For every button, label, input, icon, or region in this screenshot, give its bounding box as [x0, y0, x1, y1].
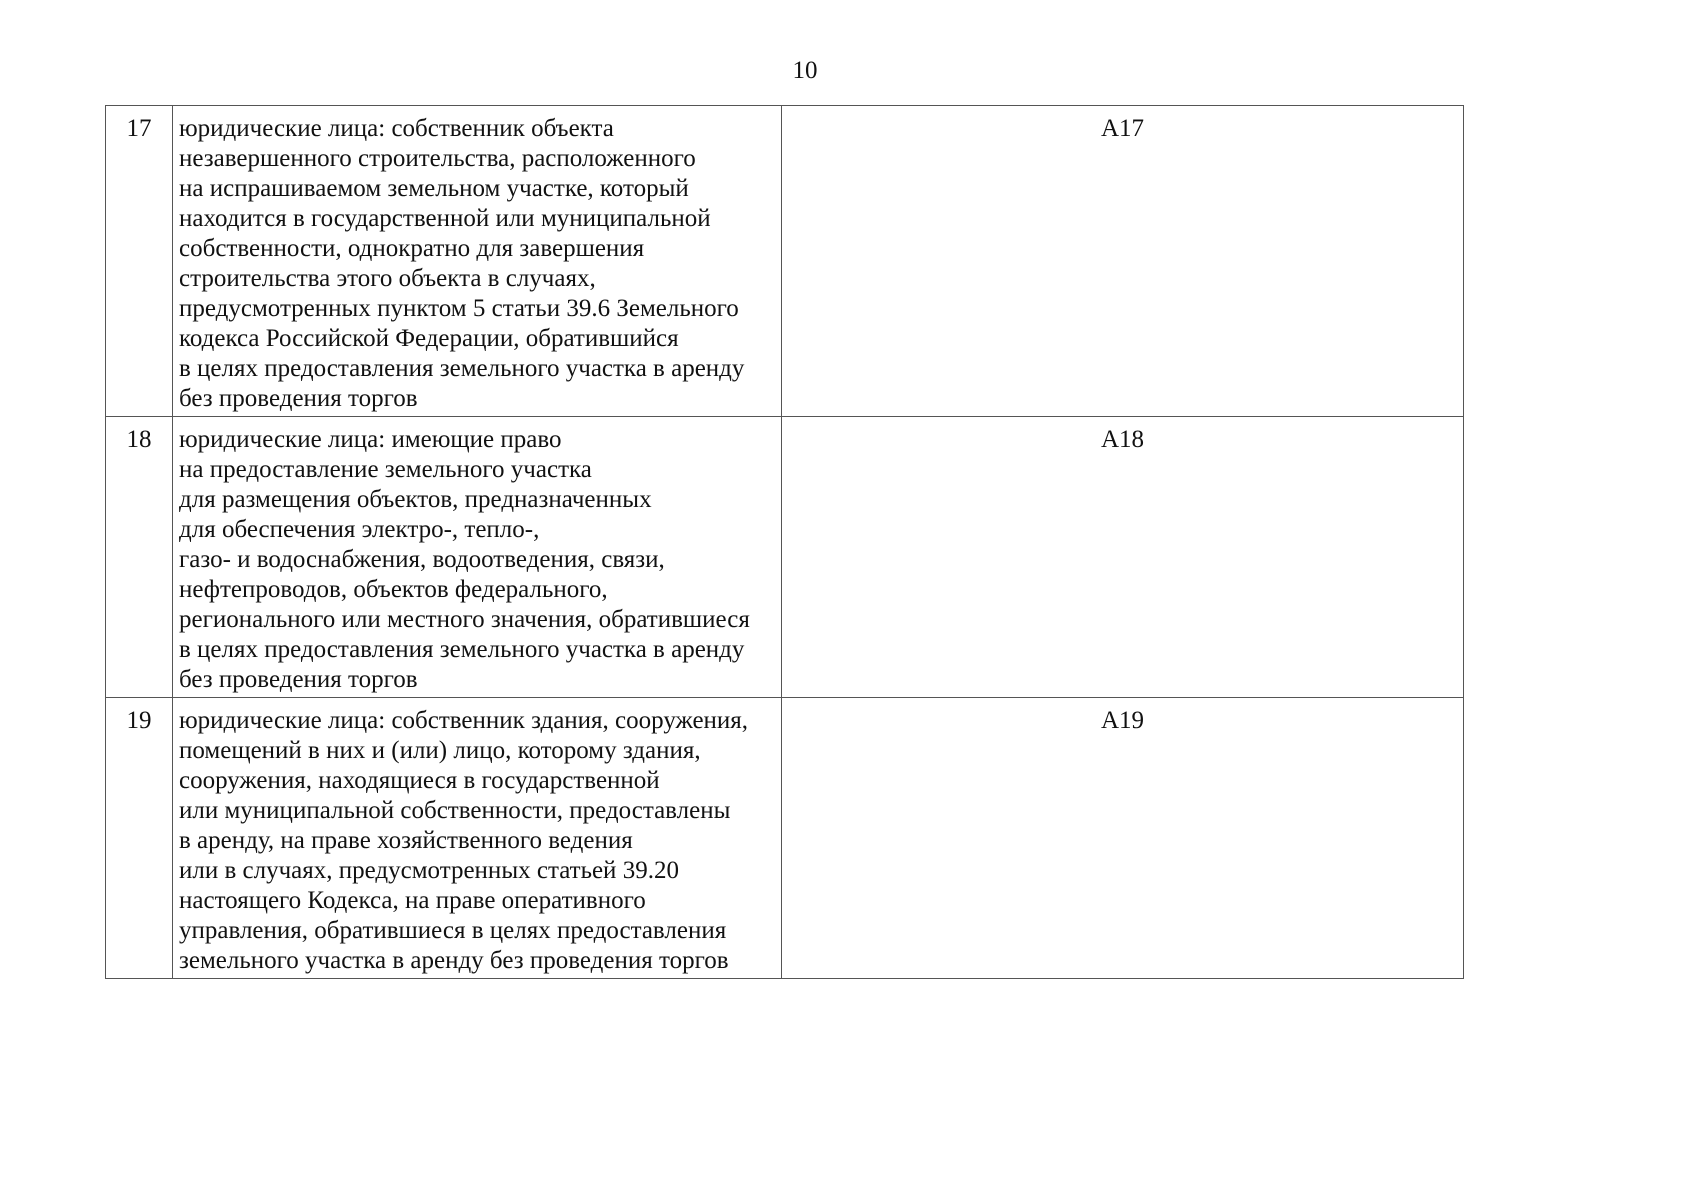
- description-line: на предоставление земельного участка: [179, 456, 592, 483]
- row-description: [173, 106, 782, 417]
- page-number: 10: [792, 57, 818, 84]
- description-line: строительства этого объекта в случаях,: [179, 265, 596, 292]
- description-line: без проведения торгов: [179, 666, 418, 693]
- table-row: [106, 417, 1464, 698]
- description-line: юридические лица: собственник объекта: [179, 115, 614, 142]
- description-line: нефтепроводов, объектов федерального,: [179, 576, 608, 603]
- description-line: для обеспечения электро-, тепло-,: [179, 516, 540, 543]
- description-line: управления, обратившиеся в целях предоставления: [179, 917, 727, 944]
- row-number: 19: [106, 698, 173, 979]
- description-line: незавершенного строительства, расположенного: [179, 145, 696, 172]
- description-line: газо- и водоснабжения, водоотведения, связи,: [179, 546, 665, 573]
- description-line: или муниципальной собственности, предоставлены: [179, 797, 731, 824]
- description-line: регионального или местного значения, обратившиеся: [179, 606, 750, 633]
- description-line: в целях предоставления земельного участка в аренду: [179, 636, 745, 663]
- row-code: А19: [782, 698, 1464, 979]
- table-row: [106, 106, 1464, 417]
- row-number: 17: [106, 106, 173, 417]
- description-line: на испрашиваемом земельном участке, который: [179, 175, 689, 202]
- description-line: кодекса Российской Федерации, обратившийся: [179, 325, 679, 352]
- row-number: 18: [106, 417, 173, 698]
- description-line: сооружения, находящиеся в государственной: [179, 767, 660, 794]
- description-line: земельного участка в аренду без проведения торгов: [179, 947, 729, 974]
- row-description: [173, 417, 782, 698]
- description-line: находится в государственной или муниципальной: [179, 205, 711, 232]
- row-code: А17: [782, 106, 1464, 417]
- table-row: [106, 698, 1464, 979]
- description-line: собственности, однократно для завершения: [179, 235, 645, 262]
- row-code: А18: [782, 417, 1464, 698]
- description-line: помещений в них и (или) лицо, которому здания,: [179, 737, 701, 764]
- applicant-category-table: [105, 105, 1464, 979]
- description-line: или в случаях, предусмотренных статьей 39.20: [179, 857, 679, 884]
- description-line: в аренду, на праве хозяйственного ведения: [179, 827, 633, 854]
- description-line: в целях предоставления земельного участка в аренду: [179, 355, 745, 382]
- description-line: юридические лица: собственник здания, сооружения,: [179, 707, 749, 734]
- description-line: без проведения торгов: [179, 385, 418, 412]
- description-line: предусмотренных пунктом 5 статьи 39.6 Земельного: [179, 295, 739, 322]
- description-line: настоящего Кодекса, на праве оперативного: [179, 887, 646, 914]
- description-line: для размещения объектов, предназначенных: [179, 486, 652, 513]
- description-line: юридические лица: имеющие право: [179, 426, 562, 453]
- row-description: [173, 698, 782, 979]
